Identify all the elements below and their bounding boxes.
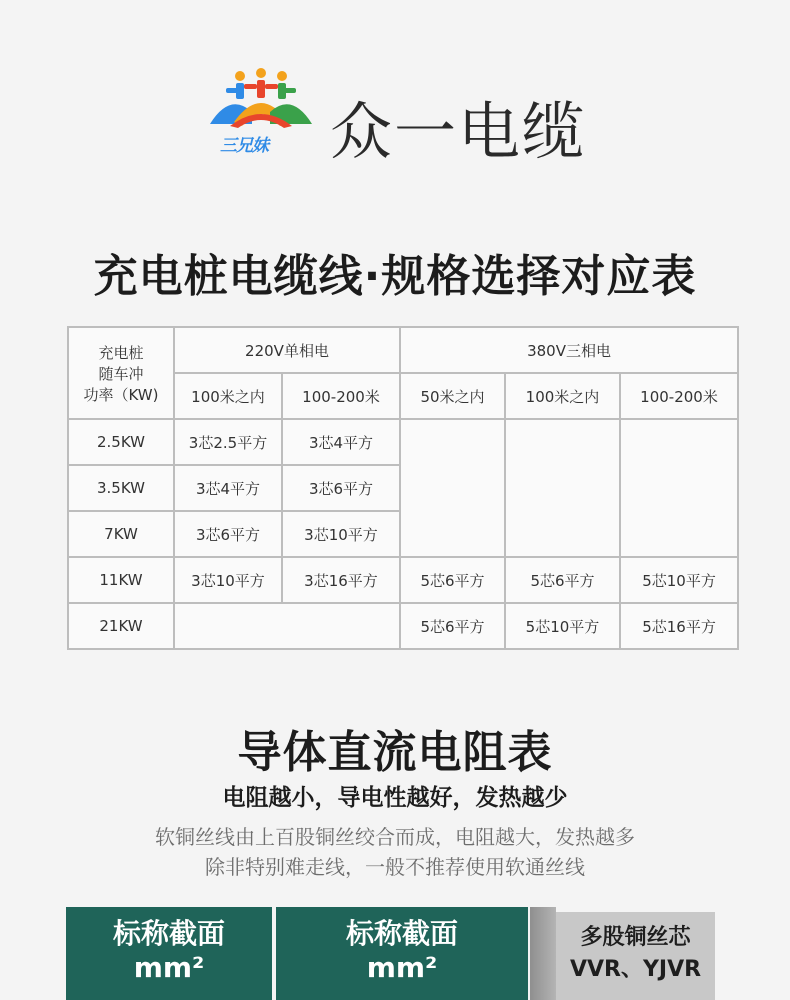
subheader-380v-200m: 100-200米: [620, 373, 738, 419]
spec-cell: 5芯16平方: [620, 603, 738, 649]
subheader-380v-50m: 50米之内: [400, 373, 505, 419]
power-header-line: 充电桩: [98, 343, 144, 362]
power-cell: 2.5KW: [68, 419, 174, 465]
header-cell-title: 标称截面: [112, 917, 225, 950]
spec-cell: 3芯2.5平方: [174, 419, 282, 465]
subheader-220v-100m: 100米之内: [174, 373, 282, 419]
power-cell: 11KW: [68, 557, 174, 603]
power-cell: 21KW: [68, 603, 174, 649]
table-row: [68, 603, 738, 649]
table-row: [68, 557, 738, 603]
power-header-line: 随车冲: [98, 364, 144, 383]
description-line: 除非特别难走线，一般不推荐使用软通丝线: [205, 855, 585, 879]
spec-table: [67, 326, 739, 650]
spec-cell: 3芯4平方: [174, 465, 282, 511]
spec-cell: 5芯6平方: [400, 603, 505, 649]
description-line: 软铜丝线由上百股铜丝绞合而成，电阻越大，发热越多: [155, 825, 635, 849]
spec-cell: 5芯6平方: [400, 557, 505, 603]
subheader-220v-200m: 100-200米: [282, 373, 400, 419]
power-header-line: 功率（KW): [83, 385, 159, 404]
empty-cell: [620, 419, 738, 557]
header-cell-nominal-section-2: [276, 907, 528, 1000]
brand-header: [200, 62, 620, 172]
group-header-220v: 220V单相电: [174, 327, 400, 373]
power-cell: 3.5KW: [68, 465, 174, 511]
empty-cell: [400, 419, 505, 557]
header-cell-nominal-section-1: [66, 907, 272, 1000]
spec-cell: 3芯6平方: [174, 511, 282, 557]
section-subtitle: 电阻越小，导电性越好，发热越少: [222, 785, 568, 811]
table-header-row: [68, 327, 738, 373]
subheader-380v-100m: 100米之内: [505, 373, 620, 419]
spec-cell: 5芯10平方: [505, 603, 620, 649]
spec-cell: 3芯10平方: [174, 557, 282, 603]
header-cell-unit: mm²: [133, 951, 205, 984]
spec-cell: 5芯10平方: [620, 557, 738, 603]
header-cell-title: 标称截面: [345, 917, 458, 950]
header-cell-body: [556, 912, 715, 1000]
section-title: 导体直流电阻表: [237, 727, 553, 778]
spec-cell: 3芯4平方: [282, 419, 400, 465]
header-cell-title: 多股铜丝芯: [580, 925, 691, 950]
header-cell-multi-strand: [530, 907, 715, 1000]
spec-cell: 3芯6平方: [282, 465, 400, 511]
spec-cell: 3芯16平方: [282, 557, 400, 603]
header-cell-models: VVR、YJVR: [569, 957, 702, 982]
spec-cell: 3芯10平方: [282, 511, 400, 557]
logo-wordmark: 三兄妹: [220, 136, 268, 156]
header-cell-unit: mm²: [366, 951, 438, 984]
header-cell-edge: [530, 907, 556, 1000]
section-description: [0, 822, 790, 882]
empty-cell: [174, 603, 400, 649]
spec-cell: 5芯6平方: [505, 557, 620, 603]
page-title: 充电桩电缆线·规格选择对应表: [93, 251, 697, 302]
table-row: [68, 419, 738, 465]
power-header-cell: [68, 327, 174, 419]
group-header-380v: 380V三相电: [400, 327, 738, 373]
power-cell: 7KW: [68, 511, 174, 557]
empty-cell: [505, 419, 620, 557]
brand-name: 众一电缆: [330, 95, 587, 168]
